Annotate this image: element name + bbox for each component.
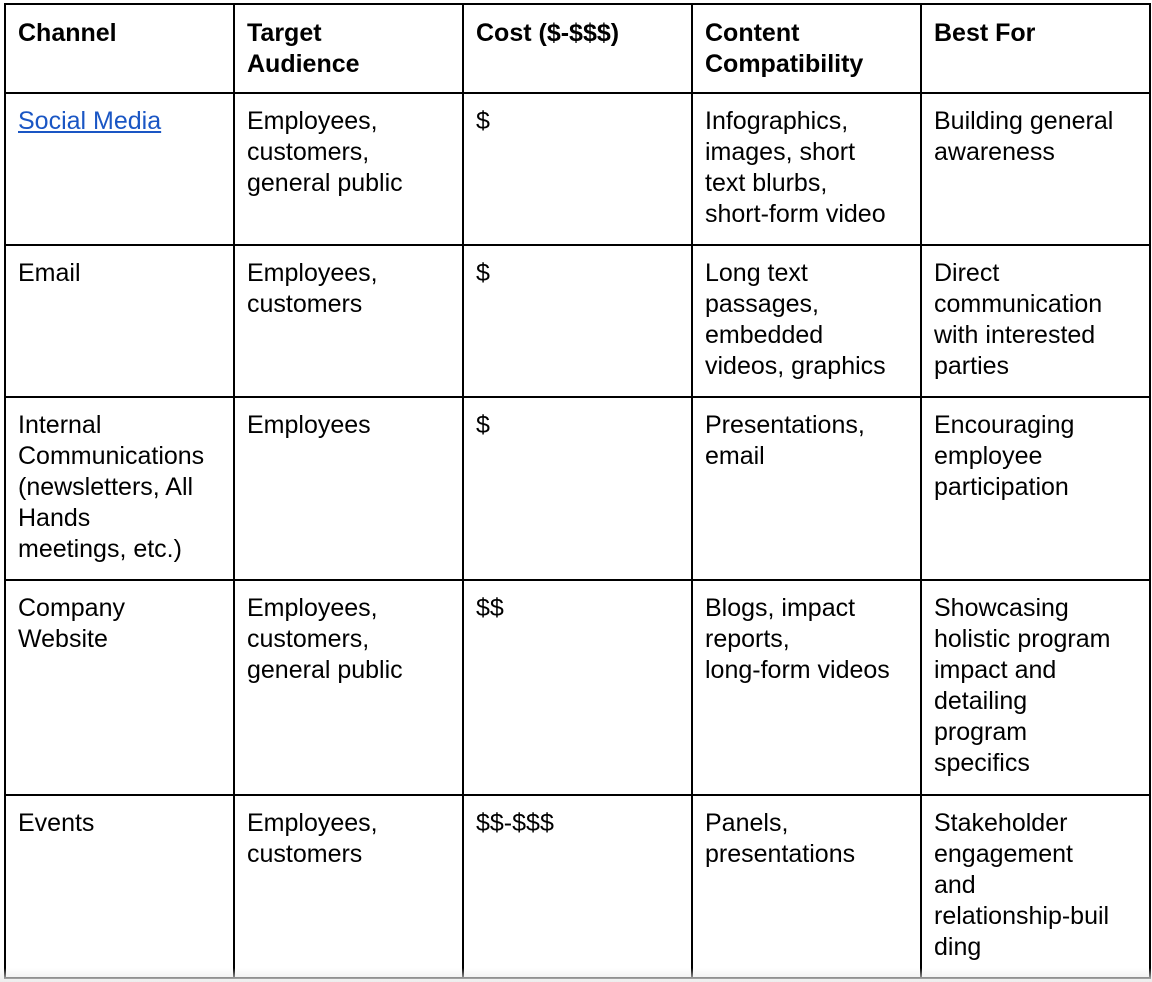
header-cost bbox=[463, 4, 692, 93]
cell-channel-text: Email bbox=[18, 259, 81, 287]
table-row bbox=[5, 580, 1150, 795]
cell-content-text: Presentations, email bbox=[705, 411, 865, 470]
cell-best-for bbox=[921, 93, 1150, 245]
table-row bbox=[5, 795, 1150, 978]
cell-audience-text: Employees bbox=[247, 411, 371, 439]
cell-best-for-text: Direct communication with interested parties bbox=[934, 259, 1103, 380]
channel-comparison-table bbox=[4, 3, 1151, 979]
cell-best-for-text: Building general awareness bbox=[934, 107, 1114, 166]
cell-channel bbox=[5, 245, 234, 397]
cell-content-text: Infographics, images, short text blurbs, short-form video bbox=[705, 107, 886, 228]
cell-content-text: Blogs, impact reports, long-form videos bbox=[705, 594, 890, 684]
cell-best-for-text: Stakeholder engagement and relationship-buil ding bbox=[934, 809, 1110, 961]
cell-cost-text: $ bbox=[476, 259, 490, 287]
cell-channel-text: Internal Communications (newsletters, All Hands meetings, etc.) bbox=[18, 411, 205, 563]
cell-audience bbox=[234, 245, 463, 397]
cell-channel-text: Company Website bbox=[18, 594, 125, 653]
header-channel-label: Channel bbox=[18, 19, 117, 47]
cell-channel bbox=[5, 93, 234, 245]
cell-audience bbox=[234, 795, 463, 978]
cell-channel-text: Events bbox=[18, 809, 95, 837]
cell-content-text: Long text passages, embedded videos, graphics bbox=[705, 259, 886, 380]
header-content-compatibility-label: Content Compatibility bbox=[705, 19, 864, 78]
cell-cost bbox=[463, 795, 692, 978]
cell-audience-text: Employees, customers bbox=[247, 809, 378, 868]
cell-audience bbox=[234, 397, 463, 580]
table-row bbox=[5, 397, 1150, 580]
header-best-for bbox=[921, 4, 1150, 93]
header-channel bbox=[5, 4, 234, 93]
cell-audience-text: Employees, customers, general public bbox=[247, 594, 403, 684]
cell-audience bbox=[234, 93, 463, 245]
cell-audience-text: Employees, customers bbox=[247, 259, 378, 318]
cell-cost bbox=[463, 580, 692, 795]
cell-content bbox=[692, 580, 921, 795]
header-best-for-label: Best For bbox=[934, 19, 1036, 47]
header-row bbox=[5, 4, 1150, 93]
cell-cost-text: $$ bbox=[476, 594, 504, 622]
header-target-audience bbox=[234, 4, 463, 93]
cell-content-text: Panels, presentations bbox=[705, 809, 856, 868]
cell-best-for bbox=[921, 245, 1150, 397]
cell-best-for bbox=[921, 580, 1150, 795]
table-row bbox=[5, 93, 1150, 245]
cell-content bbox=[692, 245, 921, 397]
cell-content bbox=[692, 397, 921, 580]
header-target-audience-label: Target Audience bbox=[247, 19, 360, 78]
cell-best-for bbox=[921, 397, 1150, 580]
cell-cost-text: $$-$$$ bbox=[476, 809, 554, 837]
cell-content bbox=[692, 795, 921, 978]
cell-best-for-text: Showcasing holistic program impact and detailing program specifics bbox=[934, 594, 1111, 777]
cell-content bbox=[692, 93, 921, 245]
cell-cost bbox=[463, 245, 692, 397]
cell-cost bbox=[463, 93, 692, 245]
cell-channel bbox=[5, 397, 234, 580]
cell-cost bbox=[463, 397, 692, 580]
cell-channel bbox=[5, 795, 234, 978]
header-content-compatibility bbox=[692, 4, 921, 93]
cell-best-for bbox=[921, 795, 1150, 978]
cell-best-for-text: Encouraging employee participation bbox=[934, 411, 1075, 501]
cell-cost-text: $ bbox=[476, 411, 490, 439]
cell-audience-text: Employees, customers, general public bbox=[247, 107, 403, 197]
cell-channel bbox=[5, 580, 234, 795]
header-cost-label: Cost ($-$$$) bbox=[476, 19, 620, 47]
cell-audience bbox=[234, 580, 463, 795]
table-row bbox=[5, 245, 1150, 397]
social-media-link[interactable]: Social Media bbox=[18, 107, 162, 135]
cell-cost-text: $ bbox=[476, 107, 490, 135]
